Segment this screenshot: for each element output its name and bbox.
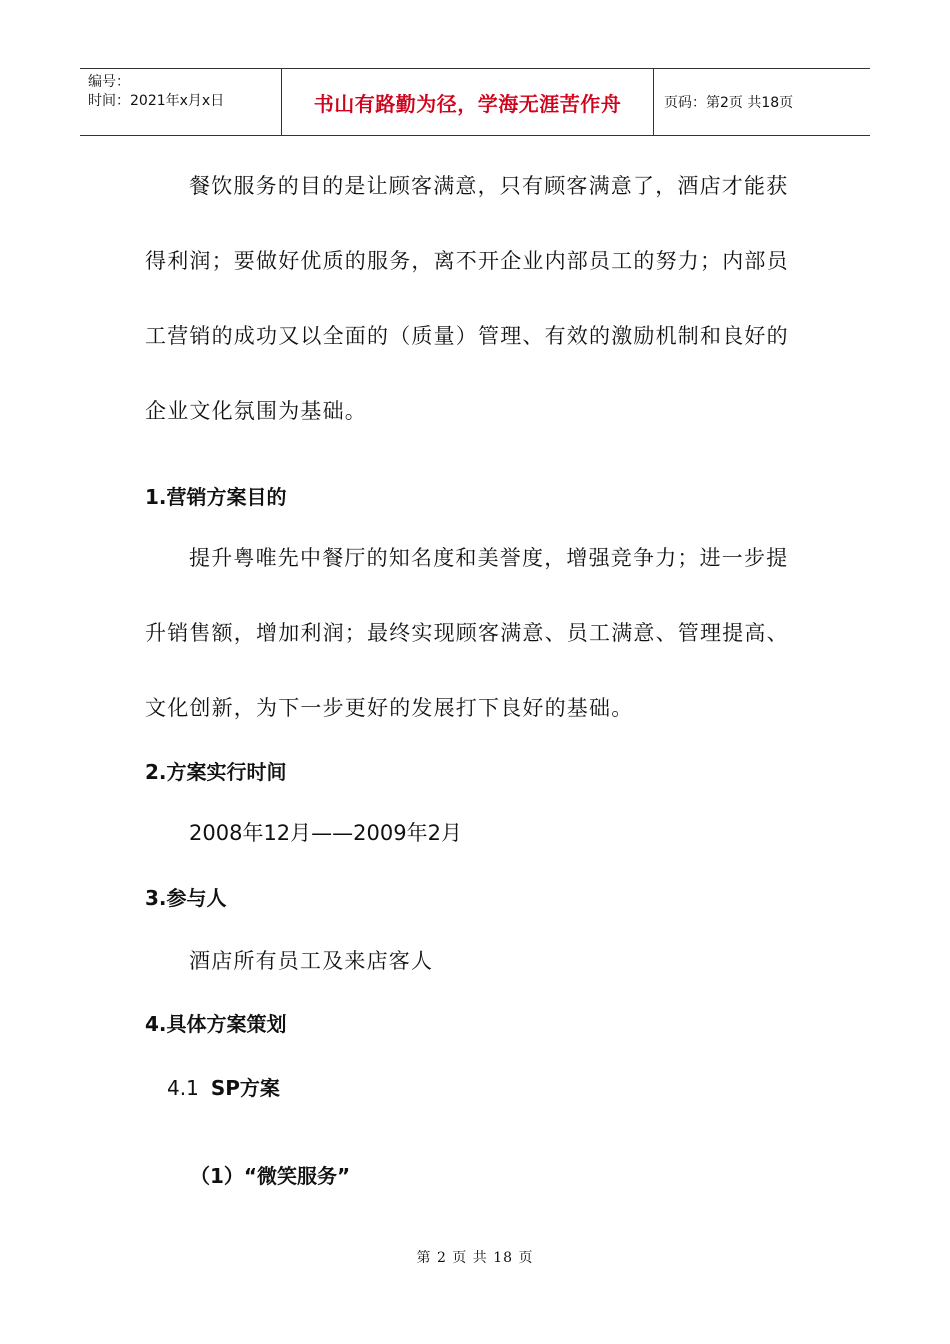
time-label: 时间：2021年x月x日 (88, 93, 225, 109)
intro-line-1: 餐饮服务的目的是让顾客满意，只有顾客满意了，酒店才能获 (189, 174, 789, 198)
intro-line-4: 企业文化氛围为基础。 (145, 399, 367, 423)
header-page-info: 页码：第2页 共18页 (664, 95, 794, 111)
subsection-number: 4.1 (167, 1076, 199, 1100)
section-1-heading: 1.营销方案目的 (145, 485, 287, 509)
item-smile-service: （1）“微笑服务” (190, 1164, 351, 1188)
section-1-line-3: 文化创新，为下一步更好的发展打下良好的基础。 (145, 696, 634, 720)
subsection-title: SP方案 (210, 1076, 280, 1100)
intro-line-3: 工营销的成功又以全面的（质量）管理、有效的激励机制和良好的 (145, 324, 789, 348)
number-label: 编号： (88, 74, 130, 90)
page-footer: 第 2 页 共 18 页 (416, 1250, 534, 1266)
section-2-heading: 2.方案实行时间 (145, 760, 287, 784)
page-header (80, 68, 870, 136)
section-1-line-1: 提升粤唯先中餐厅的知名度和美誉度，增强竞争力；进一步提 (189, 546, 789, 570)
subsection-4-1 (167, 1072, 280, 1101)
schedule-text: 2008年12月——2009年2月 (189, 821, 462, 845)
section-1-line-2: 升销售额，增加利润；最终实现顾客满意、员工满意、管理提高、 (145, 621, 789, 645)
participants-text: 酒店所有员工及来店客人 (189, 949, 434, 973)
section-4-heading: 4.具体方案策划 (145, 1012, 287, 1036)
section-3-heading: 3.参与人 (145, 886, 227, 910)
header-motto: 书山有路勤为径，学海无涯苦作舟 (282, 69, 654, 135)
intro-line-2: 得利润；要做好优质的服务，离不开企业内部员工的努力；内部员 (145, 249, 789, 273)
header-meta (80, 69, 282, 135)
